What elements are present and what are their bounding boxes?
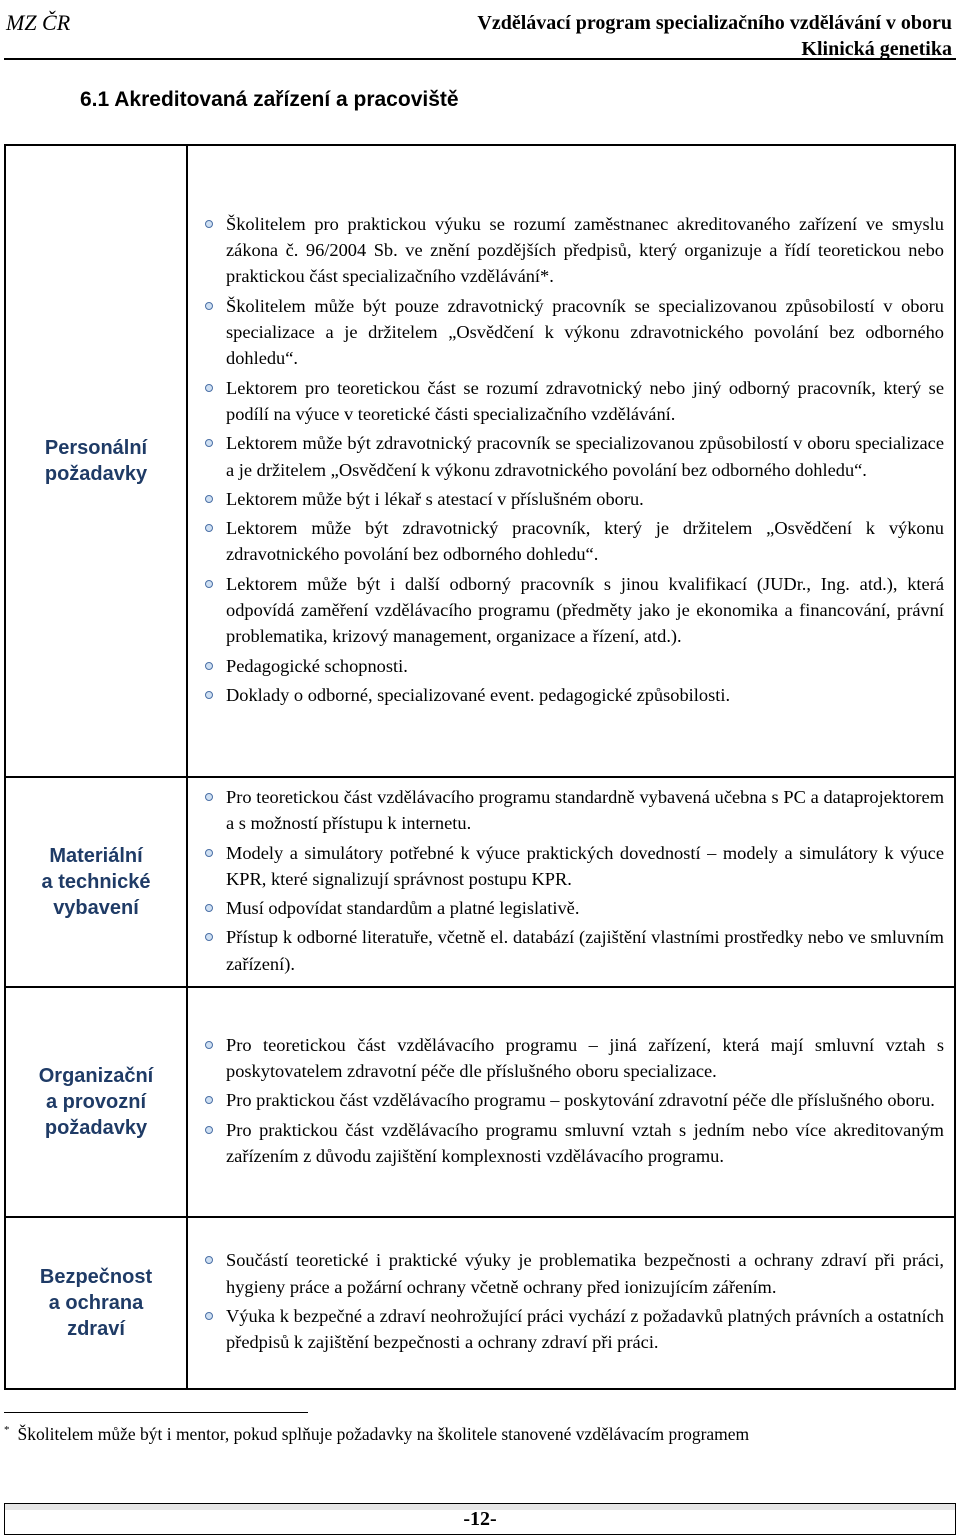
- bullet-icon: [205, 1256, 213, 1264]
- list-item: [198, 211, 944, 290]
- list-item-text: Doklady o odborné, specializované event. pedagogické způsobilosti.: [226, 684, 731, 705]
- bullet-icon: [205, 580, 213, 588]
- list-item-text: Lektorem může být zdravotnický pracovník se specializovanou způsobilostí v oboru specializace a je držitelem „Osvědčení k výkonu zdravotnického povolání bez odborného dohledu“.: [226, 433, 944, 480]
- list-item: [198, 571, 944, 650]
- bullet-list: [198, 1032, 944, 1169]
- list-item: [198, 1247, 944, 1300]
- list-item: [198, 895, 944, 921]
- bullet-icon: [205, 691, 213, 699]
- header-program-line1: Vzdělávací program specializačního vzdělávání v oboru: [477, 12, 952, 34]
- list-item: [198, 924, 944, 977]
- table-row-material: [5, 777, 955, 987]
- bullet-icon: [205, 933, 213, 941]
- list-item-text: Lektorem může být zdravotnický pracovník, který je držitelem „Osvědčení k výkonu zdravotnického povolání bez odborného dohledu“.: [226, 518, 944, 565]
- bullet-icon: [205, 904, 213, 912]
- bullet-icon: [205, 439, 213, 447]
- table-row-personal: [5, 145, 955, 777]
- list-item-text: Lektorem může být i lékař s atestací v příslušném oboru.: [226, 488, 644, 509]
- page-number-box: [4, 1503, 956, 1535]
- bullet-list: [198, 211, 944, 708]
- bullet-icon: [205, 662, 213, 670]
- footnote: [4, 1424, 749, 1445]
- footnote-separator: [4, 1412, 308, 1413]
- table-row-organizational: [5, 987, 955, 1217]
- list-item: [198, 653, 944, 679]
- bullet-list: [198, 1247, 944, 1355]
- requirements-table: [4, 144, 956, 1390]
- bullet-icon: [205, 1041, 213, 1049]
- list-item: [198, 515, 944, 568]
- list-item-text: Výuka k bezpečné a zdraví neohrožující práci vychází z požadavků platných právních a ostatních předpisů k zajištění bezpečnosti a ochrany zdraví při práci.: [226, 1306, 944, 1353]
- category-cell: [5, 777, 187, 987]
- list-item-text: Modely a simulátory potřebné k výuce praktických dovedností – modely a simulátory k výuce KPR, které signalizují správnost postupu KPR.: [226, 842, 944, 889]
- bullet-icon: [205, 1312, 213, 1320]
- bullet-icon: [205, 220, 213, 228]
- category-cell: [5, 987, 187, 1217]
- bullet-icon: [205, 1126, 213, 1134]
- list-item-text: Pro teoretickou část vzdělávacího programu standardně vybavená učebna s PC a dataprojektorem a s možností přístupu k internetu.: [226, 787, 944, 834]
- list-item-text: Pro teoretickou část vzdělávacího programu – jiná zařízení, která mají smluvní vztah s poskytovatelem zdravotní péče dle příslušného oboru specializace.: [226, 1034, 944, 1082]
- bullet-icon: [205, 524, 213, 532]
- list-item-text: Pro praktickou část vzdělávacího programu – poskytování zdravotní péče dle příslušného oboru.: [226, 1090, 935, 1111]
- header-program-line2: Klinická genetika: [801, 38, 952, 60]
- table-row-safety: [5, 1217, 955, 1389]
- section-title: 6.1 Akreditovaná zařízení a pracoviště: [80, 88, 459, 111]
- list-item: [198, 1087, 944, 1113]
- list-item-text: Lektorem může být i další odborný pracovník s jinou kvalifikací (JUDr., Ing. atd.), která odpovídá zaměření vzdělávacího programu (předměty jako je ekonomika a financování, právní problematika, krizový management, organizace a řízení, atd.).: [226, 573, 944, 647]
- items-cell: [187, 1217, 955, 1389]
- list-item: [198, 293, 944, 372]
- header-ministry: MZ ČR: [6, 10, 71, 35]
- bullet-icon: [205, 302, 213, 310]
- bullet-icon: [205, 384, 213, 392]
- list-item: [198, 1303, 944, 1356]
- header-program-title: [477, 10, 952, 62]
- bullet-icon: [205, 849, 213, 857]
- list-item: [198, 430, 944, 483]
- list-item: [198, 1117, 944, 1170]
- list-item-text: Pedagogické schopnosti.: [226, 655, 408, 676]
- category-cell: [5, 1217, 187, 1389]
- page-header: [4, 4, 956, 60]
- category-label: Bezpečnost a ochrana zdraví: [39, 1266, 153, 1341]
- list-item-text: Školitelem může být pouze zdravotnický pracovník se specializovanou způsobilostí v oboru specializace a je držitelem „Osvědčení k výkonu zdravotnického povolání bez odborného dohledu“.: [226, 295, 944, 369]
- bullet-icon: [205, 793, 213, 801]
- list-item-text: Lektorem pro teoretickou část se rozumí zdravotnický nebo jiný odborný pracovník, který se podílí na výuce v teoretické části specializačního vzdělávání.: [226, 377, 944, 424]
- page-number: -12-: [463, 1508, 497, 1530]
- items-cell: [187, 987, 955, 1217]
- bullet-icon: [205, 495, 213, 503]
- footnote-text: Školitelem může být i mentor, pokud splňuje požadavky na školitele stanovené vzdělávacím programem: [17, 1424, 750, 1444]
- list-item-text: Školitelem pro praktickou výuku se rozumí zaměstnanec akreditovaného zařízení ve smyslu zákona č. 96/2004 Sb. ve znění pozdějších předpisů, který organizuje a řídí teoretickou nebo praktickou část specializačního vzdělávání*.: [226, 213, 944, 287]
- category-cell: [5, 145, 187, 777]
- list-item-text: Součástí teoretické i praktické výuky je problematika bezpečnosti a ochrany zdraví při práci, hygieny práce a požární ochrany včetně ochrany před ionizujícím zářením.: [226, 1250, 944, 1297]
- list-item-text: Přístup k odborné literatuře, včetně el. databází (zajištění vlastními prostředky nebo ve smluvním zařízení).: [226, 927, 944, 974]
- list-item: [198, 682, 944, 708]
- list-item: [198, 375, 944, 428]
- category-label: Materiální a technické vybavení: [41, 845, 151, 920]
- list-item: [198, 486, 944, 512]
- items-cell: [187, 777, 955, 987]
- bullet-list: [198, 784, 944, 977]
- list-item: [198, 784, 944, 837]
- list-item-text: Pro praktickou část vzdělávacího programu smluvní vztah s jedním nebo více akreditovaným zařízením z důvodu zajištění komplexnosti vzdělávacího programu.: [226, 1119, 944, 1167]
- category-label: Organizační a provozní požadavky: [38, 1065, 154, 1140]
- list-item-text: Musí odpovídat standardům a platné legislativě.: [226, 898, 580, 919]
- list-item: [198, 840, 944, 893]
- bullet-icon: [205, 1096, 213, 1104]
- footnote-mark: *: [4, 1424, 10, 1436]
- items-cell: [187, 145, 955, 777]
- list-item: [198, 1032, 944, 1085]
- category-label: Personální požadavky: [44, 437, 148, 485]
